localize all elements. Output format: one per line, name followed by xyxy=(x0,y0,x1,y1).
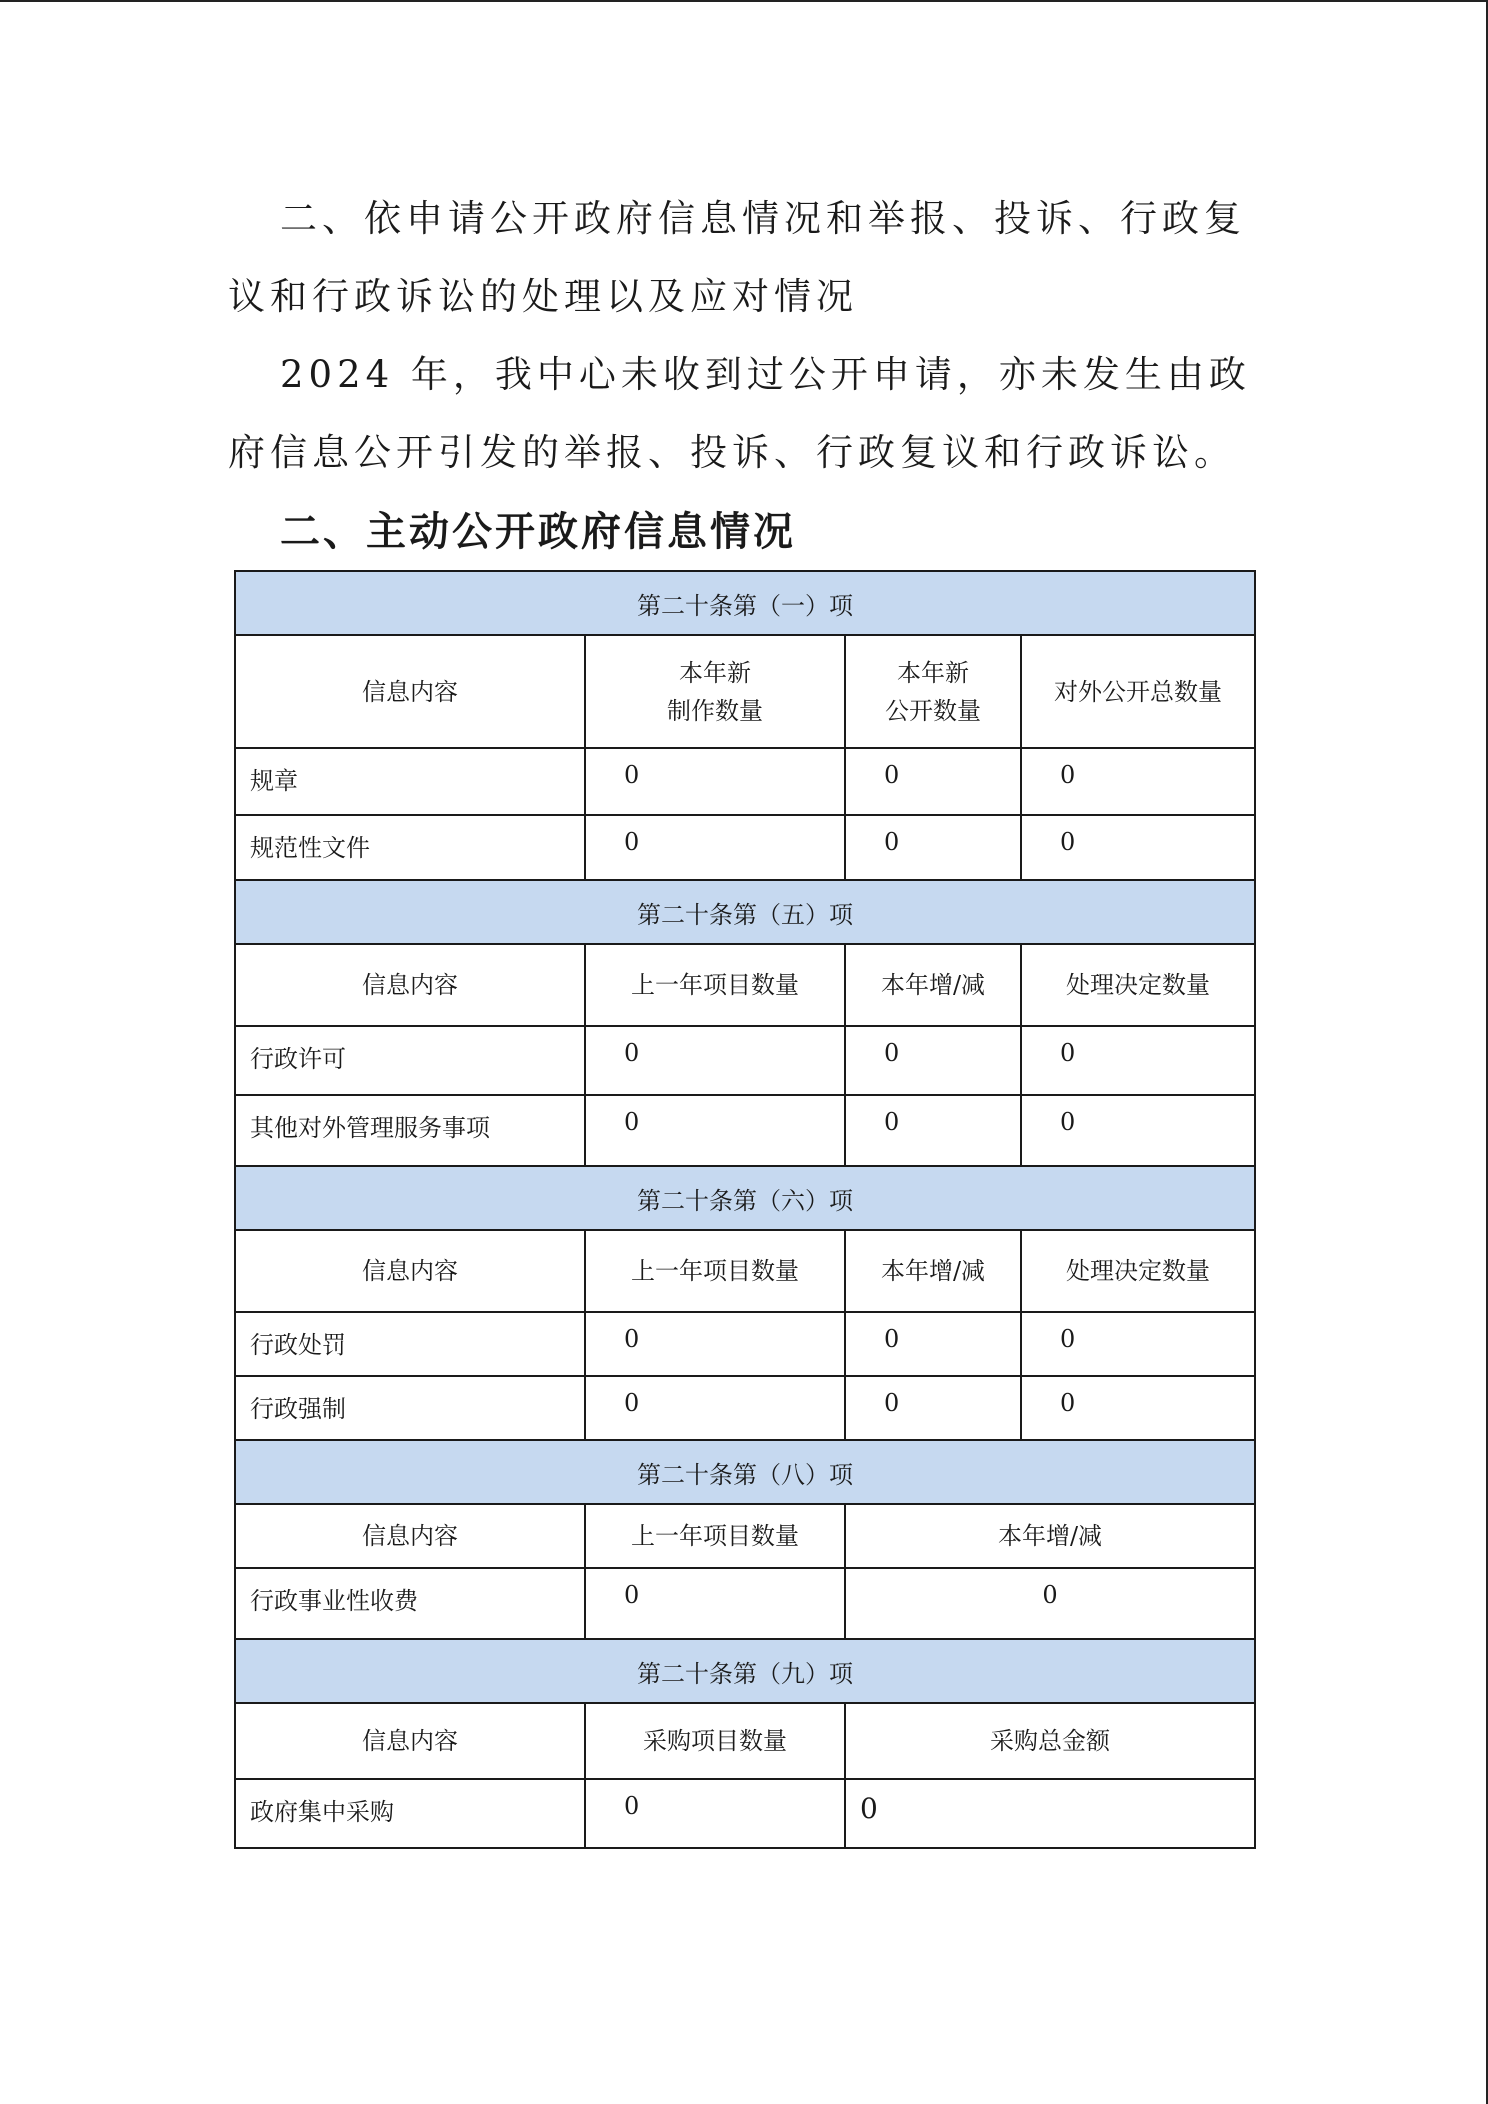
col-header-prev-year-count: 上一年项目数量 xyxy=(585,1504,845,1568)
row-label: 政府集中采购 xyxy=(235,1779,585,1848)
disclosure-table xyxy=(234,570,1256,1849)
table-row xyxy=(235,1568,1255,1639)
section-title-art20-5: 第二十条第（五）项 xyxy=(235,880,1255,944)
cell-value: 0 xyxy=(845,1095,1021,1166)
col-header-info-content: 信息内容 xyxy=(235,635,585,748)
page-border-top xyxy=(0,0,1488,2)
col-header-change: 本年增/减 xyxy=(845,1504,1255,1568)
cell-value: 0 xyxy=(845,1312,1021,1376)
cell-value: 0 xyxy=(845,815,1021,880)
cell-value: 0 xyxy=(585,1376,845,1440)
table-row xyxy=(235,1095,1255,1166)
section-title-art20-8: 第二十条第（八）项 xyxy=(235,1440,1255,1504)
cell-value: 0 xyxy=(845,748,1021,815)
table-header-row xyxy=(235,1230,1255,1312)
cell-value: 0 xyxy=(585,1779,845,1848)
table-row xyxy=(235,1779,1255,1848)
col-header-total-published: 对外公开总数量 xyxy=(1021,635,1255,748)
col-header-change: 本年增/减 xyxy=(845,944,1021,1026)
col-header-info-content: 信息内容 xyxy=(235,1703,585,1779)
cell-value: 0 xyxy=(585,1312,845,1376)
table-row xyxy=(235,1312,1255,1376)
row-label: 其他对外管理服务事项 xyxy=(235,1095,585,1166)
col-header-procurement-amount: 采购总金额 xyxy=(845,1703,1255,1779)
row-label: 行政许可 xyxy=(235,1026,585,1095)
row-label: 规章 xyxy=(235,748,585,815)
table-section-header xyxy=(235,1639,1255,1703)
table-section-header xyxy=(235,1166,1255,1230)
table-header-row xyxy=(235,1504,1255,1568)
section2-body-paragraph: 2024 年，我中心未收到过公开申请，亦未发生由政府信息公开引发的举报、投诉、行政复议和行政诉讼。 xyxy=(228,353,1251,474)
cell-value: 0 xyxy=(1021,1095,1255,1166)
table-row xyxy=(235,748,1255,815)
col-header-new-published: 本年新 公开数量 xyxy=(845,635,1021,748)
table-section-header xyxy=(235,880,1255,944)
cell-value: 0 xyxy=(585,1568,845,1639)
table-section-header xyxy=(235,1440,1255,1504)
cell-value: 0 xyxy=(1021,1026,1255,1095)
row-label: 行政事业性收费 xyxy=(235,1568,585,1639)
section3-heading: 二、主动公开政府信息情况 xyxy=(280,509,796,555)
cell-value: 0 xyxy=(1021,1312,1255,1376)
row-label: 规范性文件 xyxy=(235,815,585,880)
cell-value: 0 xyxy=(1021,815,1255,880)
col-header-prev-year-count: 上一年项目数量 xyxy=(585,944,845,1026)
cell-value: 0 xyxy=(585,1026,845,1095)
cell-value: 0 xyxy=(845,1779,1255,1848)
col-header-info-content: 信息内容 xyxy=(235,1230,585,1312)
table-header-row xyxy=(235,1703,1255,1779)
cell-value: 0 xyxy=(845,1568,1255,1639)
table-row xyxy=(235,1376,1255,1440)
row-label: 行政处罚 xyxy=(235,1312,585,1376)
row-label: 行政强制 xyxy=(235,1376,585,1440)
cell-value: 0 xyxy=(1021,1376,1255,1440)
section-title-art20-1: 第二十条第（一）项 xyxy=(235,571,1255,635)
col-header-decision-count: 处理决定数量 xyxy=(1021,944,1255,1026)
col-header-info-content: 信息内容 xyxy=(235,1504,585,1568)
section2-heading-paragraph: 二、依申请公开政府信息情况和举报、投诉、行政复议和行政诉讼的处理以及应对情况 xyxy=(228,197,1246,318)
col-header-decision-count: 处理决定数量 xyxy=(1021,1230,1255,1312)
cell-value: 0 xyxy=(845,1376,1021,1440)
col-header-change: 本年增/减 xyxy=(845,1230,1021,1312)
col-header-info-content: 信息内容 xyxy=(235,944,585,1026)
col-header-new-made: 本年新 制作数量 xyxy=(585,635,845,748)
table-header-row xyxy=(235,635,1255,748)
cell-value: 0 xyxy=(585,748,845,815)
table-header-row xyxy=(235,944,1255,1026)
cell-value: 0 xyxy=(845,1026,1021,1095)
col-header-procurement-count: 采购项目数量 xyxy=(585,1703,845,1779)
table-row xyxy=(235,1026,1255,1095)
cell-value: 0 xyxy=(1021,748,1255,815)
table-row xyxy=(235,815,1255,880)
table-section-header xyxy=(235,571,1255,635)
section-title-art20-9: 第二十条第（九）项 xyxy=(235,1639,1255,1703)
cell-value: 0 xyxy=(585,1095,845,1166)
col-header-prev-year-count: 上一年项目数量 xyxy=(585,1230,845,1312)
section-title-art20-6: 第二十条第（六）项 xyxy=(235,1166,1255,1230)
cell-value: 0 xyxy=(585,815,845,880)
